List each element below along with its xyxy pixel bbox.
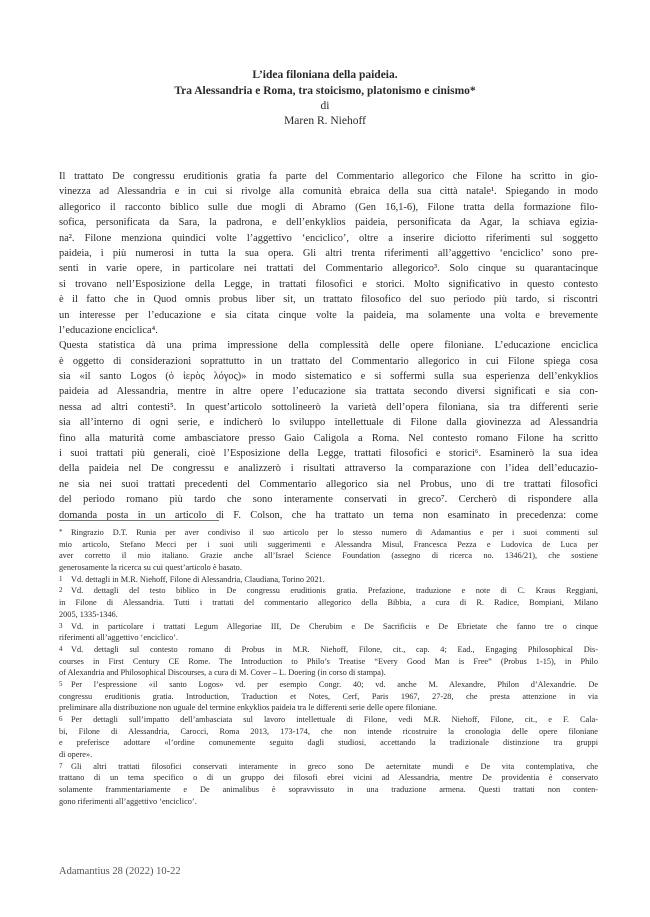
footnote-line <box>59 784 598 796</box>
footnote-line <box>59 796 598 808</box>
body-line: ne sia nei suoi trattati precedenti del Commentario allegorico sia nel Probus, uno di tre trattati filosofici <box>59 478 598 490</box>
body-line: sia all’interno di ogni serie, e indicherò lo sviluppo intellettuale di Filone dalla giovinezza ad Alessandria <box>59 417 598 429</box>
footnote-text: bi, Filone di Alessandria, Carocci, Roma 2013, 173-174, che non intende ricostruire la cronologia delle opere filoniane <box>59 726 598 736</box>
footnote-line <box>59 562 598 574</box>
footnote-line <box>59 761 598 773</box>
body-line: vinezza ad Alessandria e in cui si rivolge alla comunità ebraica della sua città natale¹. Spiegando in modo <box>59 186 598 198</box>
body-line: si trovano nell’Esposizione della Legge, in trattati filosofici e storici. Molto significativo in questo contesto <box>59 278 598 290</box>
footnote-text: generosamente la ricerca su cui quest’articolo è basato. <box>59 563 242 573</box>
footnote-text: mio articolo, Stefano Mecci per i suoi utili suggerimenti e Alessandra Misul, Francesca Pezza e Ludovica de Luca per <box>59 539 598 549</box>
footnote-mark: 7 <box>59 761 63 770</box>
footnote-mark: 4 <box>59 644 63 653</box>
footnote-text: 2005, 1335-1346. <box>59 609 118 619</box>
body-line: senti in varie opere, in particolare nei trattati del Commentario allegorico³. Solo cinque su quarantacinque <box>59 263 598 275</box>
footnote-mark: * <box>59 528 63 536</box>
footnote-text: of Alexandria and Philosophical Discourses, a cura di M. Cover – L. Doering (in corso di stampa). <box>59 668 386 678</box>
footnotes <box>59 527 598 808</box>
footnote-line <box>59 737 598 749</box>
body-line: i suoi trattati più generali, cioè l’Esposizione della Legge, trattati filosofici e storici⁶. Esaminerò la sua idea <box>59 448 598 460</box>
page-footer: Adamantius 28 (2022) 10-22 <box>59 866 181 877</box>
footnote-text: Vd. dettagli del testo biblico in De congressu eruditionis gratia. Prefazione, traduzione e note di C. Kraus Reggiani, <box>71 586 598 596</box>
footnote-line <box>59 772 598 784</box>
footnote-line <box>59 726 598 738</box>
footnote-line <box>59 597 598 609</box>
body-line: fino alla maturità come ambasciatore presso Gaio Caligola a Roma. Nel contesto romano Filone ha scritto <box>59 432 598 444</box>
body-line: paideia ad Alessandria, mentre in altre opere l’educazione sia trattata secondo diversi significati e sia con- <box>59 386 598 398</box>
footnote-line <box>59 539 598 551</box>
footnote-line <box>59 714 598 726</box>
footnote-text: aver corretto il mio italiano. Grazie anche all’Israel Science Foundation (assegno di ricerca no. 1346/21), che sostiene <box>59 551 598 561</box>
footnote-text: Vd. dettagli sul contesto romano di Probus in M.R. Niehoff, Filone, cit., cap. 4; Ead., Engaging Philosophical Dis- <box>71 644 598 654</box>
footnote-text: solamente frammentariamente e De animalibus è sopravvissuto in una traduzione armena. Questi trattati non conten- <box>59 785 598 795</box>
footnote-text: e preferisce adottare «l’ordine comunemente seguito dagli studiosi, accettando la tradizionale distinzione tra gruppi <box>59 738 598 748</box>
body-line: un interesse per l’educazione e sia citata cinque volte la paideia, ma solamente una volta e brevemente <box>59 309 598 321</box>
body-line: domanda posta in un articolo di F. Colson, che ha trattato un tema non esaminato in precedenza: come <box>59 509 598 521</box>
byline-di: di <box>320 100 330 112</box>
footnote-line <box>59 691 598 703</box>
footnote-line <box>59 632 598 644</box>
footnote-line <box>59 585 598 597</box>
body-line: Questa statistica dà una prima impressione della complessità delle opere filoniane. L’educazione enciclica <box>59 340 598 352</box>
footnote-line <box>59 550 598 562</box>
body-line: allegorico il racconto biblico sulle due mogli di Abramo (Gen 16,1-6), Filone tratta della formazione filo- <box>59 201 598 213</box>
body-line: l’educazione enciclica⁴. <box>59 324 158 336</box>
footnote-text: gono riferimenti all’aggettivo ‘enciclico’. <box>59 796 197 806</box>
footnote-line <box>59 667 598 679</box>
footnote-line <box>59 656 598 668</box>
footnote-mark: 2 <box>59 586 63 595</box>
body-line: della paideia nel De congressu e analizzerò i risultati attraverso la comparazione con l’idea dell’educazio- <box>59 463 598 475</box>
footnote-text: congressu eruditionis gratia. Introduction, Traduction et Notes, Cerf, Paris 1967, 27-28, che presta attenzione in via <box>59 691 598 701</box>
footnote-text: preliminare alla distribuzione non uguale del termine enkyklios paideia tra le differenti serie delle opere filoniane. <box>59 703 438 713</box>
footnote-line <box>59 609 598 621</box>
footnote-mark: 1 <box>59 574 63 583</box>
body-line: è il fatto che in Quod omnis probus liber sit, un trattato filosofico del suo periodo più tardo, si riscontri <box>59 294 598 306</box>
footnote-mark: 3 <box>59 621 63 630</box>
footnote-line <box>59 621 598 633</box>
footnote-line <box>59 702 598 714</box>
body-line: è oggetto di considerazioni soprattutto in un trattato del Commentario allegorico in cui Filone spiega cosa <box>59 355 598 367</box>
footnote-text: in Filone di Alessandria. Tutti i trattati del commentario allegorico della Bibbia, a cura di R. Radice, Bompiani, Milano <box>59 598 598 608</box>
footnote-text: Per dettagli sull’impatto dell’ambasciata sul lavoro intellettuale di Filone, vedi M.R. Niehoff, Filone, cit., e F. Cala- <box>71 715 598 724</box>
footnote-divider <box>59 520 219 521</box>
author-name: Maren R. Niehoff <box>284 115 366 127</box>
body-line: sofica, personificata da Sara, la padrona, e dell’enkyklios paideia, personificata da Agar, la schiava egizia- <box>59 217 598 229</box>
article-subtitle: Tra Alessandria e Roma, tra stoicismo, platonismo e cinismo* <box>174 85 476 97</box>
footnote-mark: 5 <box>59 679 63 688</box>
article-title: L’idea filoniana della paideia. <box>252 69 398 81</box>
footnote-line <box>59 527 598 539</box>
body-line: Il trattato De congressu eruditionis gratia fa parte del Commentario allegorico che Filone ha scritto in gio- <box>59 171 598 182</box>
footnote-text: trattano di un tema specifico o di un gruppo dei filosofi ebrei vicini ad Alessandria, mentre De providentia è conservato <box>59 773 598 783</box>
footnote-line <box>59 679 598 691</box>
footnote-text: di opere». <box>59 750 93 760</box>
footnote-text: courses in First Century CE Rome. The Introduction to Philo’s Treatise “Every Good Man is Free” (Probus 1-15), in Philo <box>59 656 598 666</box>
footnote-text: Per l’espressione «il santo Logos» vd. per esempio Congr. 40; vd. anche M. Alexandre, Philon d’Alexandrie. De <box>71 679 598 689</box>
footnote-line <box>59 574 598 586</box>
body-line: paideia, i più numerosi in tutta la sua opera. Gli altri trenta riferimenti all’aggettivo ‘enciclico’ sono pre- <box>59 247 598 259</box>
footnote-text: Ringrazio D.T. Runia per aver condiviso il suo articolo per lo stesso numero di Adamantius e per i suoi commenti sul <box>71 528 598 537</box>
footnote-text: Vd. dettagli in M.R. Niehoff, Filone di Alessandria, Claudiana, Torino 2021. <box>71 574 325 584</box>
body-line: nessa ad altri contesti⁵. In quest’articolo sottolineerò la varietà dell’opera filoniana, sia tra differenti serie <box>59 401 598 413</box>
body-line: del periodo romano più tardo che sono interamente conservati in greco⁷. Cercherò di rispondere alla <box>59 494 598 506</box>
footnote-line <box>59 749 598 761</box>
footnote-text: Vd. in particolare i trattati Legum Allegoriae III, De Cherubim e De Sacrificiis e De Ebrietate che fanno tre o cinque <box>71 621 598 631</box>
footnote-text: Gli altri trattati filosofici conservati interamente in greco sono De aeternitate mundi e De vita contemplativa, che <box>71 761 598 771</box>
footnote-line <box>59 644 598 656</box>
body-line: sia «il santo Logos (ὁ ἱερὸς λόγος)» in modo sistematico e si soffermi sulla sua esperienza dell’enkyklios <box>59 371 598 383</box>
footnote-mark: 6 <box>59 715 63 723</box>
footnote-text: riferimenti all’aggettivo ‘enciclico’. <box>59 633 179 643</box>
body-text <box>59 169 598 523</box>
body-line: na². Filone menziona quindici volte l’aggettivo ‘enciclico’, oltre a inserire diciotto riferimenti sul soggetto <box>59 232 598 244</box>
